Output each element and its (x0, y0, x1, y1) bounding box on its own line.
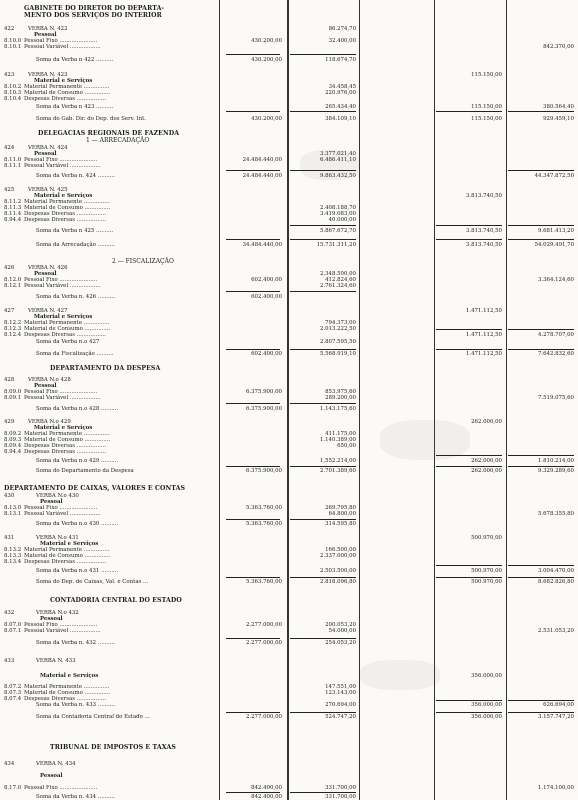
cell-c1: 5.363.760,00 (245, 505, 282, 511)
cell-c2: 524.747,20 (325, 714, 356, 720)
cell-desc: CONTADORIA CENTRAL DO ESTADO (50, 597, 182, 604)
cell-code: 8.10.4 (4, 96, 22, 102)
cell-code: 8.17.0 (4, 785, 22, 791)
cell-c1: 430.200,00 (251, 116, 282, 122)
cell-desc: Soma da Contadoria Central do Estado ... (36, 714, 150, 720)
cell-c2: 2.408.188,70 (319, 205, 356, 211)
cell-c2: 147.551,00 (325, 684, 356, 690)
cell-desc: VERBA N. 426 (28, 265, 68, 271)
cell-desc: Soma da Verba n. 432 .......... (36, 640, 115, 646)
cell-code: 8.10.1 (4, 44, 22, 50)
cell-code: 431 (4, 535, 15, 541)
cell-desc: VERBA N. 434 (36, 761, 76, 767)
cell-c2: 2.337.000,00 (319, 553, 356, 559)
cell-code: 422 (4, 26, 15, 32)
cell-desc: VERBA N. 422 (28, 26, 68, 32)
cell-c2: 123.143,00 (325, 690, 356, 696)
cell-desc: Pessoal Variável .................. (24, 163, 101, 169)
cell-c2: 34.458,45 (328, 84, 356, 90)
cell-c3: 500.970,00 (471, 579, 502, 585)
cell-desc: Material Permanente ............... (24, 684, 110, 690)
cell-desc: Soma do Departamento da Despesa (36, 468, 134, 474)
total-rule (436, 700, 502, 701)
cell-c2: 2.013.222,50 (319, 326, 356, 332)
cell-c4: 9.329.289,60 (537, 468, 574, 474)
cell-desc: Pessoal Variável .................. (24, 628, 101, 634)
cell-desc: Soma da Verba n. 424 .......... (36, 173, 115, 179)
cell-c3: 262.000,00 (471, 419, 502, 425)
total-rule (226, 170, 280, 171)
cell-code: 8.09.2 (4, 431, 22, 437)
cell-desc: Pessoal Variável .................. (24, 511, 101, 517)
cell-code: 8.12.3 (4, 326, 22, 332)
total-rule (508, 329, 574, 330)
cell-desc: Despesas Diversas ................. (24, 443, 106, 449)
cell-desc: Pessoal (40, 499, 63, 505)
cell-code: 8.13.3 (4, 553, 22, 559)
cell-desc: Soma da Verba n.o 431 .......... (36, 568, 119, 574)
cell-code: 8.09.1 (4, 395, 22, 401)
cell-c2: 2.818.096,80 (319, 579, 356, 585)
total-rule (508, 455, 574, 456)
total-rule (508, 565, 574, 566)
cell-desc: Despesas Diversas ................. (24, 449, 106, 455)
total-rule (290, 466, 356, 467)
cell-c2: 2.807.595,50 (319, 339, 356, 345)
cell-c2: 15.731.311,20 (316, 242, 356, 248)
cell-c2: 5.867.672,70 (319, 228, 356, 234)
cell-code: 425 (4, 187, 15, 193)
cell-c2: 314.595,80 (325, 521, 356, 527)
total-rule (436, 455, 502, 456)
cell-c2: 3.377.021,40 (319, 151, 356, 157)
total-rule (436, 565, 502, 566)
cell-c4: 44.347.872,50 (534, 173, 574, 179)
total-rule (436, 466, 502, 467)
cell-desc: Material e Serviços (40, 673, 99, 679)
cell-c3: 3.813.740,50 (465, 193, 502, 199)
cell-c3: 3.813.740,50 (465, 228, 502, 234)
cell-code: 8.94.4 (4, 217, 22, 223)
cell-desc: Material de Consumo ............... (24, 437, 111, 443)
cell-desc: Despesas Diversas ................. (24, 332, 106, 338)
cell-c3: 1.471.112,50 (465, 351, 502, 357)
cell-c1: 24.484.440,00 (242, 173, 282, 179)
cell-c2: 54.000,00 (328, 628, 356, 634)
cell-code: 433 (4, 658, 15, 664)
total-rule (436, 712, 502, 713)
total-rule (508, 466, 574, 467)
total-rule (226, 712, 280, 713)
cell-c2: 269.795,80 (325, 505, 356, 511)
cell-c1: 2.277.000,00 (245, 622, 282, 628)
cell-c1: 602.400,00 (251, 277, 282, 283)
cell-code: 8.12.1 (4, 283, 22, 289)
total-rule (436, 111, 502, 112)
total-rule (508, 225, 574, 226)
cell-desc: Soma da Verba n. 434 .......... (36, 794, 115, 800)
total-rule (226, 291, 280, 292)
total-rule (226, 792, 280, 793)
cell-c4: 5.678.355,80 (537, 511, 574, 517)
cell-c2: 270.694,00 (325, 702, 356, 708)
cell-desc: Material e Serviços (34, 193, 93, 199)
cell-desc: Pessoal Variável .................. (24, 283, 101, 289)
cell-c4: 7.642.832,60 (537, 351, 574, 357)
cell-c2: 265.434,40 (325, 104, 356, 110)
cell-c4: 9.681.413,20 (537, 228, 574, 234)
cell-desc: Material de Consumo ............... (24, 205, 111, 211)
cell-desc: Soma da Verba n 425 .......... (36, 228, 114, 234)
total-rule (226, 403, 280, 404)
cell-c2: 650,00 (337, 443, 356, 449)
cell-code: 8.07.3 (4, 690, 22, 696)
cell-c2: 794.373,00 (325, 320, 356, 326)
cell-c2: 2.701.389,60 (319, 468, 356, 474)
total-rule (436, 329, 502, 330)
cell-desc: Material Permanente ............... (24, 431, 110, 437)
cell-code: 424 (4, 145, 15, 151)
total-rule (226, 111, 280, 112)
cell-c4: 2.531.053,20 (537, 628, 574, 634)
cell-c3: 3.813.740,50 (465, 242, 502, 248)
cell-c2: 1.143.175,60 (319, 406, 356, 412)
cell-c3: 356.000,00 (471, 714, 502, 720)
total-rule (508, 349, 574, 350)
cell-code: 8.13.2 (4, 547, 22, 553)
cell-desc: 1 — ARRECADAÇÃO (86, 137, 150, 144)
cell-desc: Soma da Verba n. 433 .......... (36, 702, 115, 708)
cell-desc: Pessoal (34, 271, 57, 277)
cell-desc: Pessoal Fixo ...................... (24, 389, 98, 395)
cell-desc: Soma da Fiscalização .......... (36, 351, 114, 357)
total-rule (508, 239, 574, 240)
cell-code: 430 (4, 493, 15, 499)
cell-desc: Pessoal (34, 151, 57, 157)
cell-c1: 2.277.000,00 (245, 714, 282, 720)
cell-desc: Material e Serviços (34, 78, 93, 84)
cell-c4: 1.174.100,00 (537, 785, 574, 791)
cell-c3: 115.150,00 (471, 116, 502, 122)
cell-c1: 602.400,00 (251, 294, 282, 300)
cell-desc: Pessoal Fixo ...................... (24, 785, 98, 791)
cell-desc: Pessoal Variável .................. (24, 44, 101, 50)
cell-c1: 5.363.760,00 (245, 579, 282, 585)
cell-code: 8.10.3 (4, 90, 22, 96)
cell-c2: 412.824,60 (325, 277, 356, 283)
total-rule (290, 291, 356, 292)
cell-desc: Material Permanente ............... (24, 320, 110, 326)
cell-desc: Pessoal (40, 773, 63, 779)
cell-code: 8.11.3 (4, 205, 22, 211)
cell-code: 8.11.2 (4, 199, 22, 205)
cell-desc: Material de Consumo ............... (24, 553, 111, 559)
cell-desc: Despesas Diversas ................. (24, 96, 106, 102)
cell-c1: 6.375.900,00 (245, 389, 282, 395)
cell-c1: 34.484.440,00 (242, 242, 282, 248)
cell-code: 8.07.2 (4, 684, 22, 690)
total-rule (436, 577, 502, 578)
total-rule (290, 638, 356, 639)
total-rule (436, 225, 502, 226)
cell-c2: 200.053,20 (325, 622, 356, 628)
cell-code: 428 (4, 377, 15, 383)
cell-desc: Soma da Verba n.o 427 (36, 339, 100, 345)
cell-c2: 2.348.500,00 (319, 271, 356, 277)
cell-desc: VERBA N.o 432 (36, 610, 79, 616)
cell-c4: 3.364.124,60 (537, 277, 574, 283)
cell-code: 8.13.4 (4, 559, 22, 565)
cell-desc: Pessoal Fixo ...................... (24, 38, 98, 44)
cell-c2: 40.000,00 (328, 217, 356, 223)
cell-desc: Pessoal Fixo ...................... (24, 622, 98, 628)
cell-desc: Pessoal Variável .................. (24, 395, 101, 401)
cell-code: 434 (4, 761, 15, 767)
cell-desc: Pessoal (40, 616, 63, 622)
total-rule (290, 712, 356, 713)
cell-code: 8.07.0 (4, 622, 22, 628)
cell-c3: 115.150,00 (471, 72, 502, 78)
cell-desc: VERBA N. 433 (36, 658, 76, 664)
cell-c2: 5.568.919,10 (319, 351, 356, 357)
cell-c3: 262.000,00 (471, 458, 502, 464)
cell-desc: DEPARTAMENTO DE CAIXAS, VALORES E CONTAS (4, 485, 186, 492)
cell-desc: Soma da Arrecadação .......... (36, 242, 115, 248)
cell-desc: VERBA N. 427 (28, 308, 68, 314)
cell-c3: 1.471.112,50 (465, 332, 502, 338)
cell-desc: DEPARTAMENTO DA DESPESA (50, 365, 161, 372)
cell-desc: Despesas Diversas ................. (24, 217, 106, 223)
cell-code: 432 (4, 610, 15, 616)
cell-desc: Material Permanente ............... (24, 547, 110, 553)
cell-code: 8.07.4 (4, 696, 22, 702)
cell-code: 8.13.1 (4, 511, 22, 517)
cell-desc: Soma da Verba n.o 428 .......... (36, 406, 119, 412)
total-rule (290, 792, 356, 793)
cell-desc: Pessoal (34, 32, 57, 38)
cell-c3: 356.000,00 (471, 673, 502, 679)
cell-desc: Material e Serviços (40, 541, 99, 547)
cell-c2: 118.674,70 (325, 57, 356, 63)
cell-c1: 602.400,00 (251, 351, 282, 357)
total-rule (436, 239, 502, 240)
cell-c2: 32.400,00 (328, 38, 356, 44)
cell-c4: 4.278.707,00 (537, 332, 574, 338)
column-divider (506, 0, 507, 800)
cell-c2: 220.976,00 (325, 90, 356, 96)
cell-code: 8.12.4 (4, 332, 22, 338)
total-rule (508, 111, 574, 112)
cell-code: 423 (4, 72, 15, 78)
cell-desc: VERBA N.o 430 (36, 493, 79, 499)
cell-c2: 853.975,60 (325, 389, 356, 395)
cell-code: 8.11.0 (4, 157, 22, 163)
cell-desc: Soma da Verba n. 426 .......... (36, 294, 115, 300)
cell-c1: 6.375.900,00 (245, 468, 282, 474)
cell-c2: 331.700,00 (325, 785, 356, 791)
cell-c4: 626.694,00 (543, 702, 574, 708)
cell-c3: 500.970,00 (471, 568, 502, 574)
total-rule (226, 638, 280, 639)
cell-desc: MENTO DOS SERVIÇOS DO INTERIOR (24, 12, 162, 19)
total-rule (290, 54, 356, 55)
cell-desc: Soma da Verba n 423 .......... (36, 104, 114, 110)
cell-code: 8.12.0 (4, 277, 22, 283)
cell-code: 426 (4, 265, 15, 271)
cell-desc: Despesas Diversas ................. (24, 696, 106, 702)
cell-c1: 2.277.000,00 (245, 640, 282, 646)
cell-desc: DELEGACIAS REGIONAIS DE FAZENDA (38, 130, 180, 137)
cell-desc: 2 — FISCALIZAÇÃO (112, 258, 174, 265)
total-rule (226, 519, 280, 520)
cell-desc: Material de Consumo ............... (24, 690, 111, 696)
cell-desc: Soma da Verba n.o 430 .......... (36, 521, 119, 527)
total-rule (290, 577, 356, 578)
cell-desc: Pessoal Fixo ...................... (24, 277, 98, 283)
total-rule (290, 239, 356, 240)
cell-desc: Material e Serviços (34, 425, 93, 431)
cell-c4: 842.370,00 (543, 44, 574, 50)
cell-desc: Soma da Verba n.o 429 .......... (36, 458, 119, 464)
cell-desc: TRIBUNAL DE IMPOSTOS E TAXAS (50, 744, 176, 751)
cell-c2: 384.109,10 (325, 116, 356, 122)
cell-code: 427 (4, 308, 15, 314)
column-divider (219, 0, 220, 800)
cell-c1: 5.363.760,00 (245, 521, 282, 527)
cell-c1: 430.200,00 (251, 57, 282, 63)
cell-c2: 86.274,70 (328, 26, 356, 32)
cell-desc: GABINETE DO DIRETOR DO DEPARTA- (24, 5, 165, 12)
cell-desc: Despesas Diversas ................. (24, 211, 106, 217)
cell-c2: 331.700,00 (325, 794, 356, 800)
cell-desc: VERBA N.o 428 (28, 377, 71, 383)
cell-c3: 115.150,00 (471, 104, 502, 110)
cell-desc: Pessoal Fixo ...................... (24, 157, 98, 163)
total-rule (290, 225, 356, 226)
cell-code: 8.10.0 (4, 38, 22, 44)
cell-code: 8.09.4 (4, 443, 22, 449)
cell-c4: 7.519.075,60 (537, 395, 574, 401)
cell-c1: 6.375.900,00 (245, 406, 282, 412)
cell-code: 8.94.4 (4, 449, 22, 455)
cell-desc: Material de Consumo ............... (24, 326, 111, 332)
cell-c2: 2.503.500,00 (319, 568, 356, 574)
cell-code: 429 (4, 419, 15, 425)
cell-c2: 254.053,20 (325, 640, 356, 646)
column-divider (287, 0, 289, 800)
cell-c4: 929.459,10 (543, 116, 574, 122)
cell-c2: 6.486.411,10 (319, 157, 356, 163)
cell-c3: 262.000,00 (471, 468, 502, 474)
total-rule (508, 712, 574, 713)
cell-code: 8.11.4 (4, 211, 22, 217)
cell-desc: Material de Consumo ............... (24, 90, 111, 96)
total-rule (226, 466, 280, 467)
cell-c2: 9.863.432,50 (319, 173, 356, 179)
cell-c2: 1.140.389,00 (319, 437, 356, 443)
cell-c3: 1.471.112,50 (465, 308, 502, 314)
cell-desc: Material Permanente ............... (24, 199, 110, 205)
total-rule (226, 239, 280, 240)
cell-desc: Material e Serviços (34, 314, 93, 320)
cell-c2: 1.552.214,00 (319, 458, 356, 464)
cell-code: 8.11.1 (4, 163, 22, 169)
total-rule (226, 54, 280, 55)
total-rule (508, 577, 574, 578)
cell-desc: Pessoal (34, 383, 57, 389)
cell-desc: Despesas Diversas ................. (24, 559, 106, 565)
total-rule (508, 170, 574, 171)
cell-c1: 430.200,00 (251, 38, 282, 44)
total-rule (290, 349, 356, 350)
cell-c2: 2.761.324,60 (319, 283, 356, 289)
cell-c2: 3.419.083,00 (319, 211, 356, 217)
cell-code: 8.13.0 (4, 505, 22, 511)
total-rule (226, 577, 280, 578)
cell-code: 8.09.3 (4, 437, 22, 443)
cell-c1: 842.400,00 (251, 794, 282, 800)
cell-desc: VERBA N.o 429 (28, 419, 71, 425)
cell-c1: 24.484.440,00 (242, 157, 282, 163)
total-rule (290, 403, 356, 404)
cell-code: 8.07.1 (4, 628, 22, 634)
total-rule (508, 700, 574, 701)
cell-desc: Material Permanente ............... (24, 84, 110, 90)
cell-c4: 3.157.747,20 (537, 714, 574, 720)
cell-c4: 54.029.491,70 (534, 242, 574, 248)
cell-code: 8.09.0 (4, 389, 22, 395)
cell-desc: Soma do Dep. de Caixas, Val. e Contas ... (36, 579, 149, 585)
cell-c1: 842.400,00 (251, 785, 282, 791)
cell-c4: 1.810.214,00 (537, 458, 574, 464)
cell-c2: 289.200,00 (325, 395, 356, 401)
cell-code: 8.12.2 (4, 320, 22, 326)
scan-smudge (380, 420, 470, 460)
cell-c4: 8.682.826,80 (537, 579, 574, 585)
total-rule (290, 519, 356, 520)
cell-c2: 64.800,00 (328, 511, 356, 517)
cell-c2: 166.500,00 (325, 547, 356, 553)
cell-c3: 500.970,00 (471, 535, 502, 541)
cell-desc: Soma do Gab. Dir. do Dep. dos Serv. Int. (36, 116, 146, 122)
cell-desc: Pessoal Fixo ...................... (24, 505, 98, 511)
cell-desc: VERBA N. 425 (28, 187, 68, 193)
cell-code: 8.10.2 (4, 84, 22, 90)
cell-desc: Soma da Verba n 422 .......... (36, 57, 114, 63)
total-rule (436, 349, 502, 350)
cell-desc: VERBA N. 423 (28, 72, 68, 78)
scan-smudge (360, 660, 440, 690)
cell-c4: 380.564,40 (543, 104, 574, 110)
total-rule (290, 170, 356, 171)
cell-desc: VERBA N.o 431 (36, 535, 79, 541)
cell-c3: 356.000,00 (471, 702, 502, 708)
total-rule (226, 349, 280, 350)
cell-c2: 411.175,00 (325, 431, 356, 437)
cell-c4: 3.004.470,00 (537, 568, 574, 574)
cell-desc: VERBA N. 424 (28, 145, 68, 151)
total-rule (290, 111, 356, 112)
